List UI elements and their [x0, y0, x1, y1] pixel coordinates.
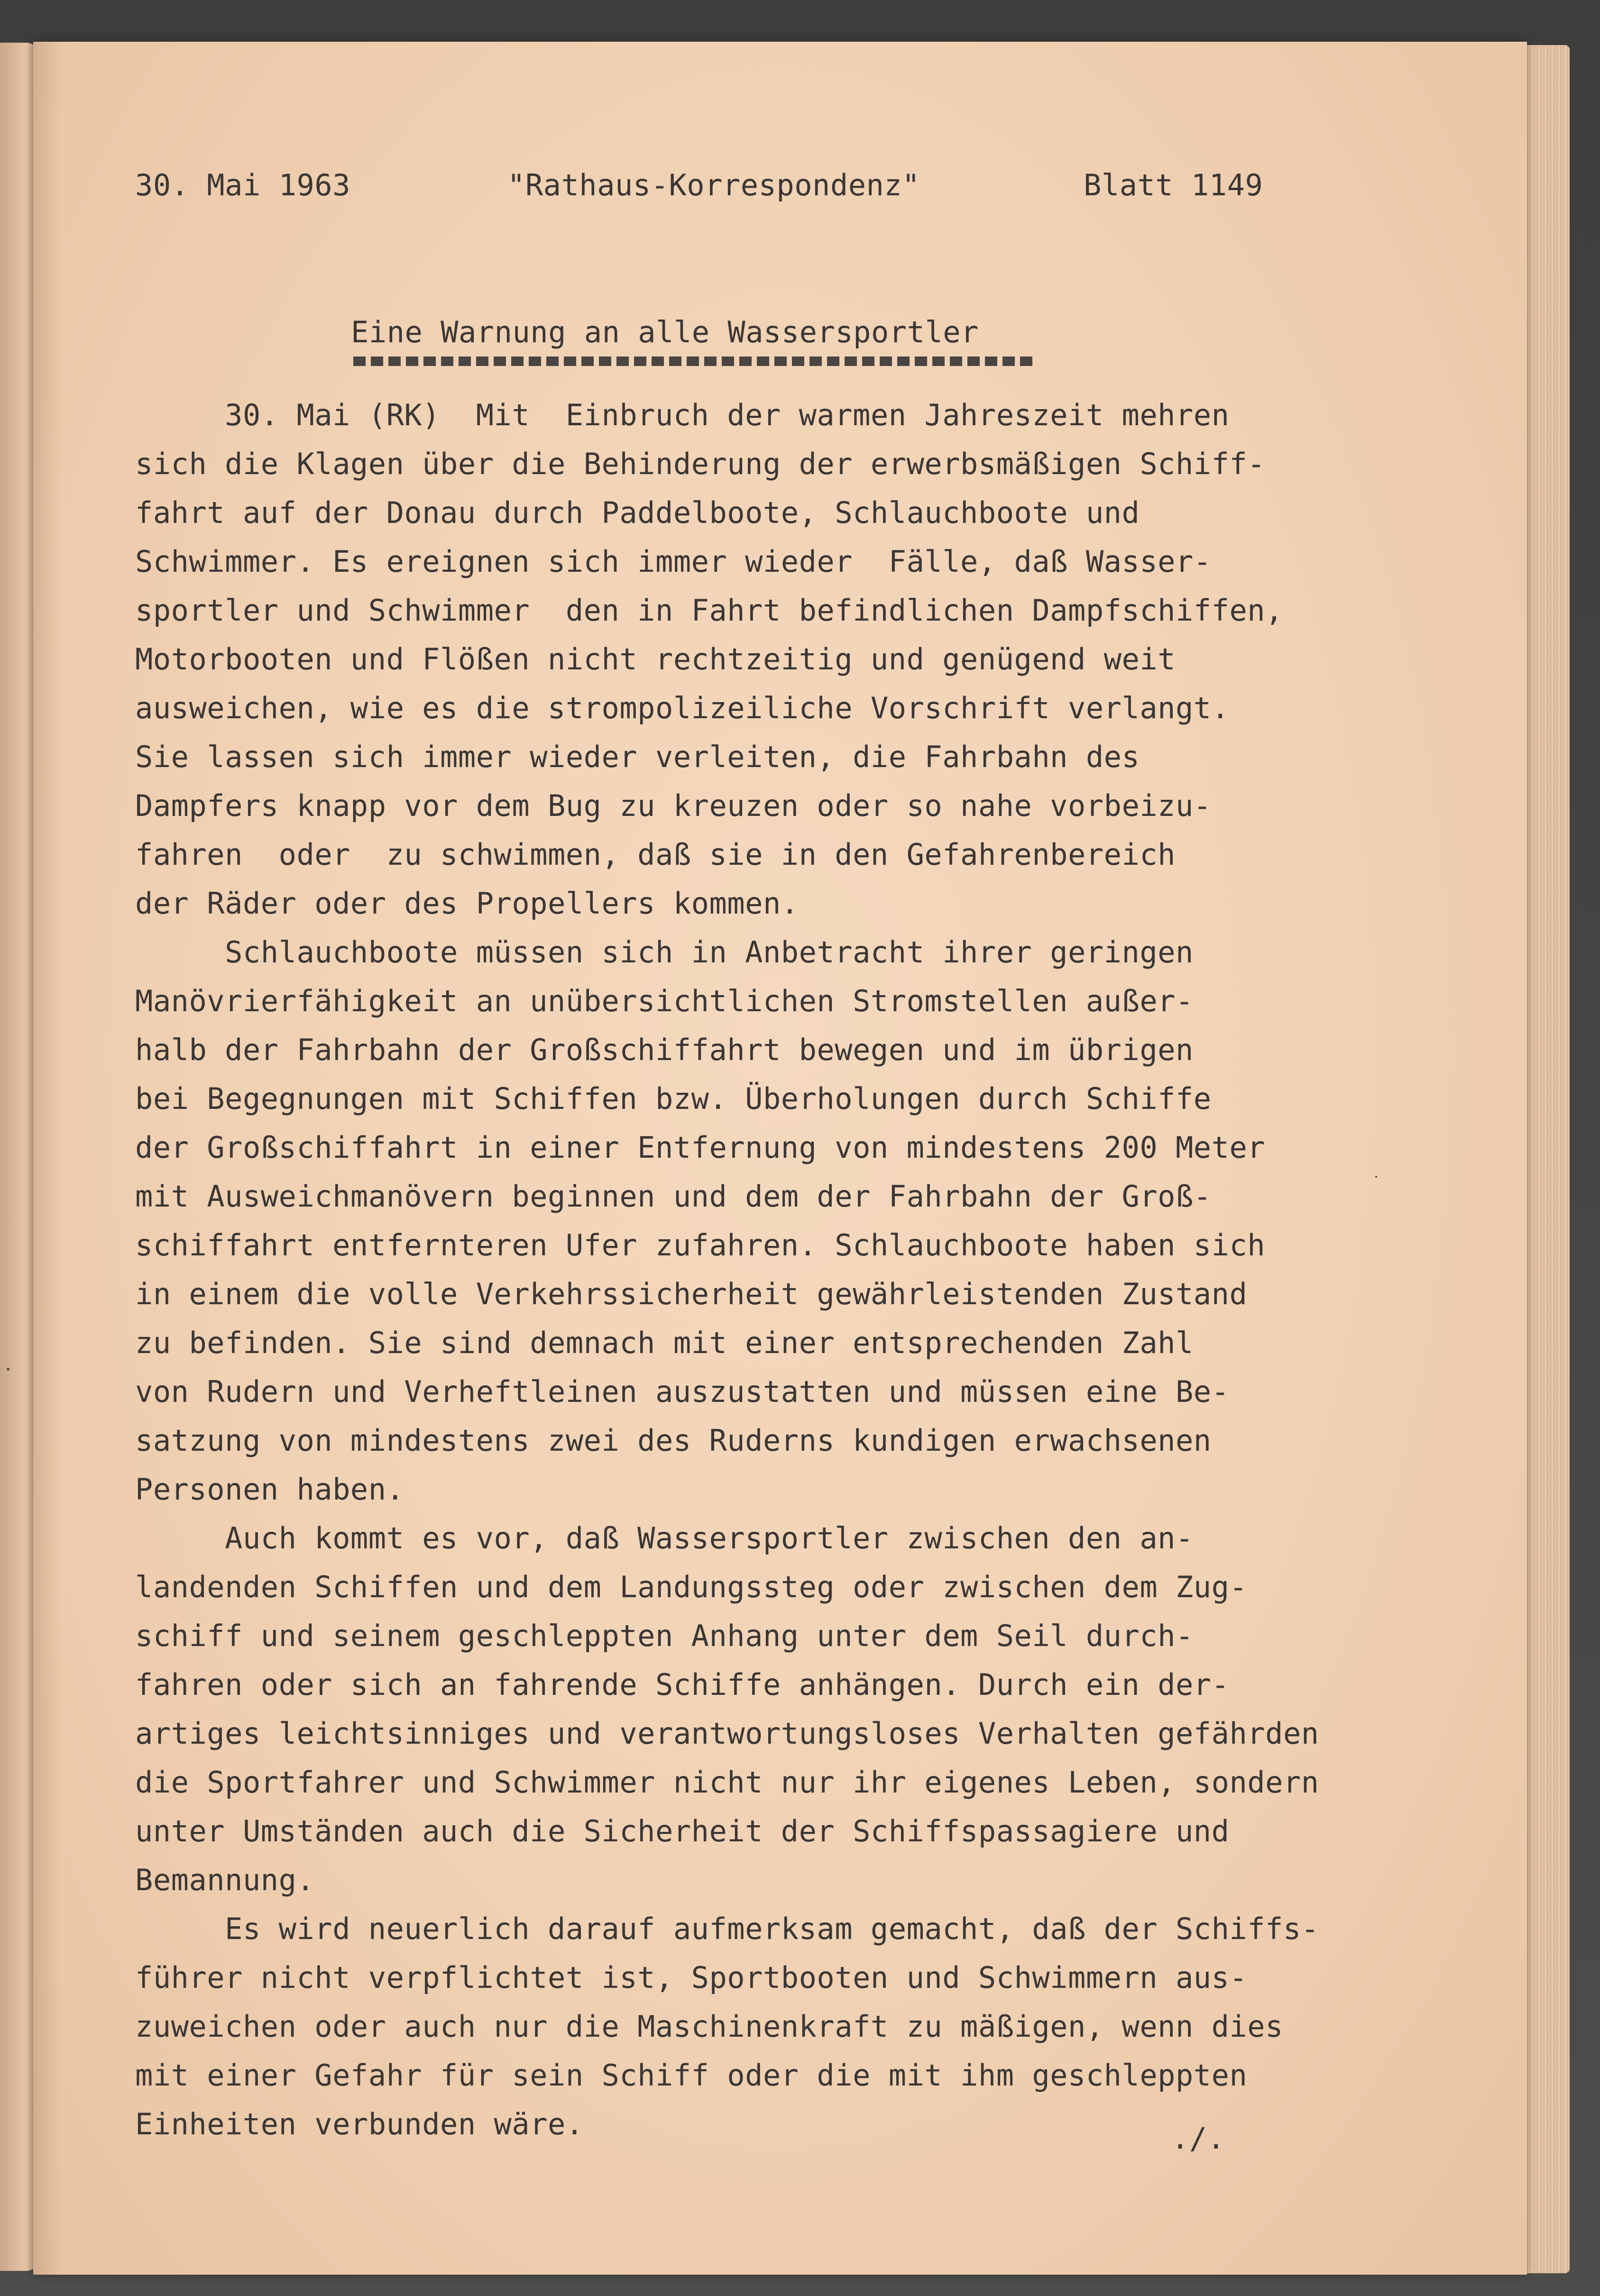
- paper-speck: [1375, 1176, 1377, 1178]
- body-line: ausweichen, wie es die strompolizeiliche Vorschrift verlangt.: [135, 691, 1230, 725]
- continuation-mark: ./.: [1171, 2121, 1225, 2156]
- body-line: zu befinden. Sie sind demnach mit einer entsprechenden Zahl: [135, 1326, 1194, 1360]
- body-line: Sie lassen sich immer wieder verleiten, die Fahrbahn des: [135, 740, 1140, 774]
- body-line: landenden Schiffen und dem Landungssteg oder zwischen dem Zug-: [135, 1570, 1248, 1604]
- body-line: fahrt auf der Donau durch Paddelboote, Schlauchboote und: [135, 495, 1140, 530]
- body-line: halb der Fahrbahn der Großschiffahrt bewegen und im übrigen: [135, 1033, 1194, 1067]
- body-line: unter Umständen auch die Sicherheit der Schiffspassagiere und: [135, 1814, 1230, 1848]
- article-heading: Eine Warnung an alle Wassersportler: [351, 315, 979, 349]
- header-sheet-number: Blatt 1149: [1084, 168, 1263, 202]
- body-line: in einem die volle Verkehrssicherheit gewährleistenden Zustand: [135, 1277, 1248, 1311]
- binding-shadow: [33, 42, 62, 2275]
- body-line: Einheiten verbunden wäre.: [135, 2107, 584, 2141]
- body-line: der Räder oder des Propellers kommen.: [135, 886, 799, 921]
- body-line: sich die Klagen über die Behinderung der erwerbsmäßigen Schiff-: [135, 447, 1266, 481]
- body-line: Motorbooten und Flößen nicht rechtzeitig und genügend weit: [135, 642, 1176, 677]
- header-date: 30. Mai 1963: [135, 168, 350, 202]
- body-line: bei Begegnungen mit Schiffen bzw. Überholungen durch Schiffe: [135, 1081, 1212, 1116]
- previous-page-edge: [0, 43, 38, 2271]
- paper-speck: [7, 1368, 9, 1371]
- body-line: Schwimmer. Es ereignen sich immer wieder Fälle, daß Wasser-: [135, 544, 1212, 579]
- heading-double-underline: [353, 357, 1036, 366]
- body-line: sportler und Schwimmer den in Fahrt befindlichen Dampfschiffen,: [135, 593, 1283, 628]
- body-line: Auch kommt es vor, daß Wassersportler zwischen den an-: [135, 1521, 1194, 1555]
- body-line: satzung von mindestens zwei des Ruderns kundigen erwachsenen: [135, 1423, 1212, 1458]
- body-line: Schlauchboote müssen sich in Anbetracht ihrer geringen: [135, 935, 1194, 970]
- body-line: 30. Mai (RK) Mit Einbruch der warmen Jahreszeit mehren: [135, 398, 1230, 432]
- body-line: die Sportfahrer und Schwimmer nicht nur ihr eigenes Leben, sondern: [135, 1765, 1319, 1800]
- body-line: Manövrierfähigkeit an unübersichtlichen Stromstellen außer-: [135, 984, 1194, 1018]
- body-line: Personen haben.: [135, 1472, 405, 1507]
- body-line: fahren oder sich an fahrende Schiffe anhängen. Durch ein der-: [135, 1667, 1230, 1702]
- body-line: zuweichen oder auch nur die Maschinenkraft zu mäßigen, wenn dies: [135, 2009, 1283, 2044]
- body-line: der Großschiffahrt in einer Entfernung von mindestens 200 Meter: [135, 1130, 1266, 1165]
- body-line: Dampfers knapp vor dem Bug zu kreuzen oder so nahe vorbeizu-: [135, 788, 1212, 823]
- body-line: von Rudern und Verheftleinen auszustatten und müssen eine Be-: [135, 1374, 1230, 1409]
- body-line: schiffahrt entfernteren Ufer zufahren. Schlauchboote haben sich: [135, 1228, 1266, 1262]
- body-line: artiges leichtsinniges und verantwortungsloses Verhalten gefährden: [135, 1716, 1319, 1751]
- body-line: Bemannung.: [135, 1863, 315, 1897]
- body-line: mit Ausweichmanövern beginnen und dem der Fahrbahn der Groß-: [135, 1179, 1212, 1214]
- header-publication: "Rathaus-Korrespondenz": [507, 168, 920, 202]
- body-line: fahren oder zu schwimmen, daß sie in den Gefahrenbereich: [135, 837, 1176, 872]
- body-line: schiff und seinem geschleppten Anhang unter dem Seil durch-: [135, 1619, 1194, 1653]
- body-line: mit einer Gefahr für sein Schiff oder die mit ihm geschleppten: [135, 2058, 1248, 2093]
- body-line: Es wird neuerlich darauf aufmerksam gemacht, daß der Schiffs-: [135, 1912, 1319, 1946]
- body-line: führer nicht verpflichtet ist, Sportbooten und Schwimmern aus-: [135, 1960, 1248, 1995]
